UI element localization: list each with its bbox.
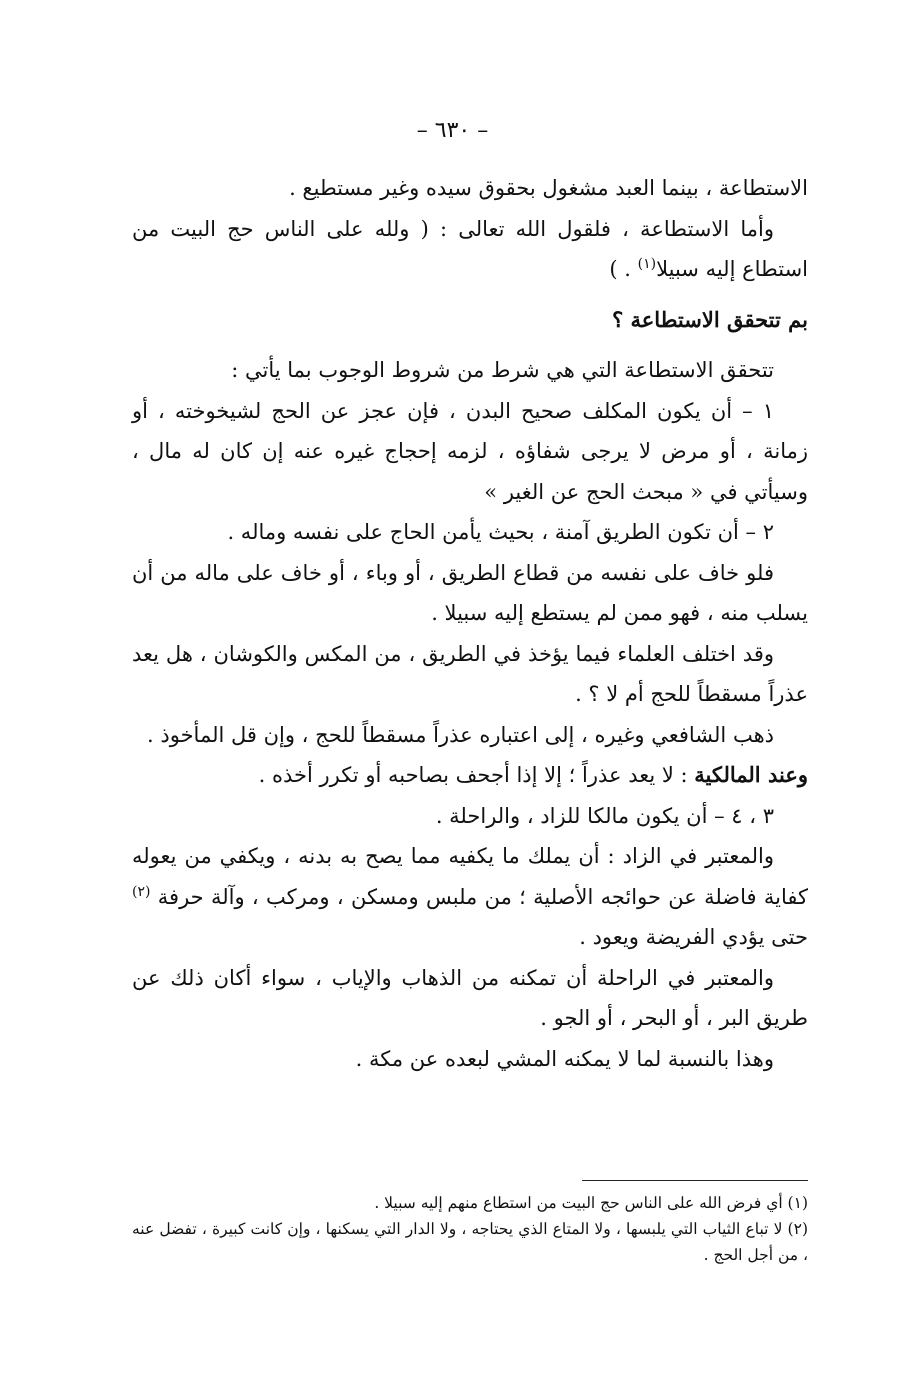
paragraph-item-2: ٢ – أن تكون الطريق آمنة ، بحيث يأمن الحاج على نفسه وماله .	[227, 520, 774, 544]
footnotes	[132, 1190, 808, 1268]
body-text	[132, 168, 808, 1079]
page-number: – ٦٣٠ –	[416, 118, 489, 143]
bold-term: وعند المالكية	[694, 762, 808, 787]
verse-end: . )	[609, 257, 638, 281]
section-heading: بم تتحقق الاستطاعة ؟	[612, 306, 808, 332]
footnote-1: (١) أي فرض الله على الناس حج البيت من استطاع منهم إليه سبيلا .	[374, 1194, 808, 1212]
paragraph-quran-verse	[132, 209, 808, 290]
paragraph-provisions	[132, 836, 808, 958]
paragraph-text: : لا يعد عذراً ؛ إلا إذا أجحف بصاحبه أو تكرر أخذه .	[258, 763, 695, 787]
paragraph: تتحقق الاستطاعة التي هي شرط من شروط الوجوب بما يأتي :	[231, 358, 774, 382]
verse-text: وأما الاستطاعة ، فلقول الله تعالى : ( ولله على الناس حج البيت من استطاع إليه سبيلا	[132, 216, 808, 281]
paragraph-item-1: ١ – أن يكون المكلف صحيح البدن ، فإن عجز عن الحج لشيخوخته ، أو زمانة ، أو مرض لا يرجى شفاؤه ، لزمه إحجاج غيره عنه إن كان له مال ، وسيأتي في « مبحث الحج عن الغير »	[132, 398, 808, 504]
paragraph-maliki	[132, 755, 808, 796]
footnote-divider	[582, 1180, 808, 1181]
footnote-ref-2: (٢)	[132, 883, 151, 900]
paragraph-text: والمعتبر في الزاد : أن يملك ما يكفيه مما يصح به بدنه ، ويكفي من يعوله كفاية فاضلة عن حوائجه الأصلية ؛ من ملبس ومسكن ، ومركب ، وآلة حرفة	[132, 844, 808, 909]
paragraph-text-end: حتى يؤدي الفريضة ويعود .	[579, 925, 808, 949]
paragraph: ذهب الشافعي وغيره ، إلى اعتباره عذراً مسقطاً للحج ، وإن قل المأخوذ .	[147, 722, 774, 747]
paragraph: والمعتبر في الراحلة أن تمكنه من الذهاب والإياب ، سواء أكان ذلك عن طريق البر ، أو البحر ، أو الجو .	[132, 965, 808, 1030]
footnote-2: (٢) لا تباع الثياب التي يلبسها ، ولا المتاع الذي يحتاجه ، ولا الدار التي يسكنها ، وإن كانت كبيرة ، تفضل عنه ، من أجل الحج .	[132, 1220, 808, 1264]
paragraph: وقد اختلف العلماء فيما يؤخذ في الطريق ، من المكس والكوشان ، هل يعد عذراً مسقطاً للحج أم لا ؟ .	[132, 641, 808, 706]
paragraph: فلو خاف على نفسه من قطاع الطريق ، أو وباء ، أو خاف على ماله من أن يسلب منه ، فهو ممن لم يستطع إليه سبيلا .	[132, 560, 808, 625]
paragraph: وهذا بالنسبة لما لا يمكنه المشي لبعده عن مكة .	[355, 1046, 774, 1071]
paragraph: الاستطاعة ، بينما العبد مشغول بحقوق سيده وغير مستطيع .	[289, 176, 808, 200]
footnote-ref-1: (١)	[637, 256, 657, 272]
paragraph-item-3-4: ٣ ، ٤ – أن يكون مالكا للزاد ، والراحلة .	[435, 803, 774, 828]
